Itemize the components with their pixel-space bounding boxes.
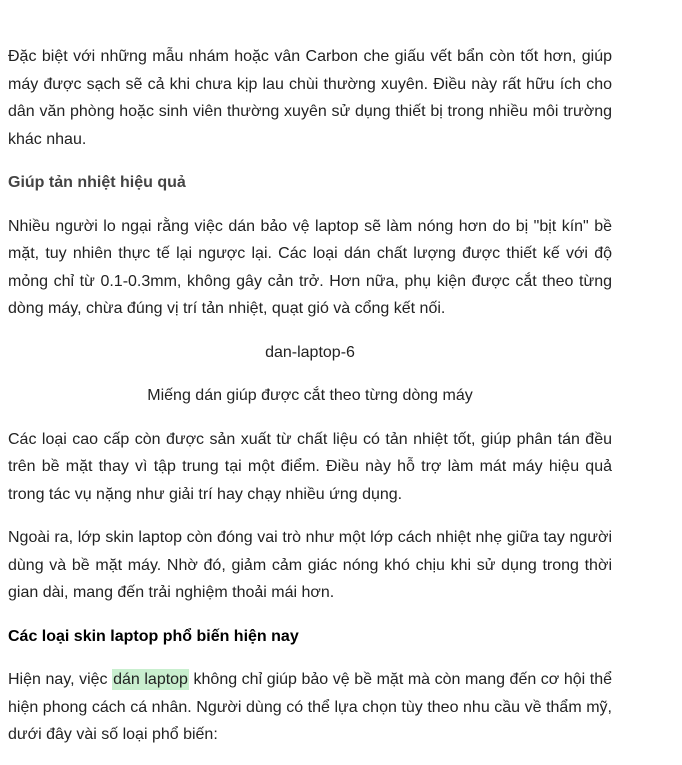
skin-types-paragraph — [8, 666, 612, 749]
heat-paragraph-1: Nhiều người lo ngại rằng việc dán bảo vệ laptop sẽ làm nóng hơn do bị "bịt kín" bề mặt, tuy nhiên thực tế lại ngược lại. Các loại dán chất lượng được thiết kế với độ mỏng chỉ từ 0.1-0.3mm, không gây cản trở. Hơn nữa, phụ kiện được cắt theo từng dòng máy, chừa đúng vị trí tản nhiệt, quạt gió và cổng kết nối. — [8, 217, 612, 317]
heat-paragraph-3: Ngoài ra, lớp skin laptop còn đóng vai trò như một lớp cách nhiệt nhẹ giữa tay người dùng và bề mặt máy. Nhờ đó, giảm cảm giác nóng khó chịu khi sử dụng trong thời gian dài, mang đến trải nghiệm thoải mái hơn. — [8, 529, 612, 601]
skin-types-text-after-link: không chỉ giúp bảo vệ bề mặt mà còn mang đến cơ hội thể hiện phong cách cá nhân. Người dùng có thể lựa chọn tùy theo nhu cầu về thẩm mỹ, dưới đây vài số loại phổ biến: — [8, 671, 613, 743]
dan-laptop-link[interactable]: dán laptop — [113, 671, 188, 688]
article-body — [8, 43, 612, 765]
heat-paragraph-2: Các loại cao cấp còn được sản xuất từ chất liệu có tản nhiệt tốt, giúp phân tán đều trên bề mặt thay vì tập trung tại một điểm. Điều này hỗ trợ làm mát máy hiệu quả trong tác vụ nặng như giải trí hay chạy nhiều ứng dụng. — [8, 430, 612, 503]
skin-types-heading: Các loại skin laptop phổ biến hiện nay — [8, 627, 299, 645]
image-alt-text: dan-laptop-6 — [265, 343, 355, 361]
skin-types-text-before-link: Hiện nay, việc — [8, 671, 113, 688]
heat-dissipation-heading: Giúp tản nhiệt hiệu quả — [8, 174, 186, 191]
image-caption: Miếng dán giúp được cắt theo từng dòng máy — [147, 387, 473, 404]
intro-paragraph: Đặc biệt với những mẫu nhám hoặc vân Carbon che giấu vết bẩn còn tốt hơn, giúp máy được sạch sẽ cả khi chưa kịp lau chùi thường xuyên. Điều này rất hữu ích cho dân văn phòng hoặc sinh viên thường xuyên sử dụng thiết bị trong nhiều môi trường khác nhau. — [8, 48, 612, 148]
